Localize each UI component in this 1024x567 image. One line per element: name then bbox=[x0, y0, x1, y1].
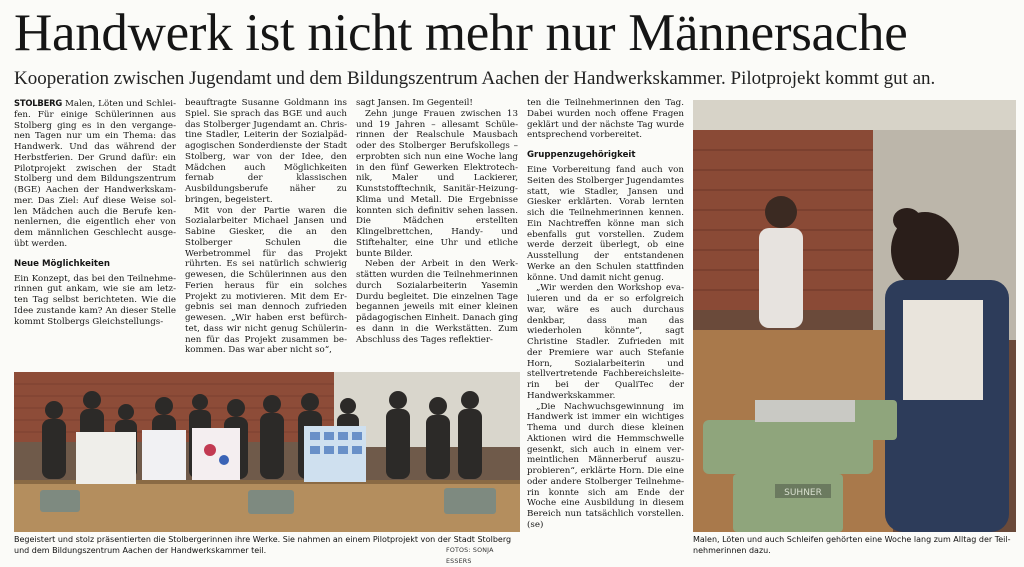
article-paragraph: Neben der Arbeit in den Werkstätten wurden die Teilnehmerinnen durch Sozialarbeiterin Yasemin Durdu begleitet. Die einzelnen Tage begannen jeweils mit einer kleinen pädagogischen Einheit. Danach ging es dann in die Werkstätten. Zum Abschluss des Tages reflektier- bbox=[356, 259, 518, 345]
article-paragraph: Ein Konzept, das bei den Teilnehmerinnen gut ankam, wie sie am letzten Tag selbst berichteten. Wie die Idee zustande kam? An dieser Stelle kommt Stolbergs Gleichstellungs- bbox=[14, 273, 176, 327]
article-paragraph: Mit von der Partie waren die Sozialarbeiter Michael Jansen und Sabine Giesker, die an den Stolberger Schulen die Werbetrommel für das Projekt rührten. Es sei natürlich schwierig gewesen, die Schülerinnen aus den Ferien heraus für ein solches Projekt zu motivieren. Mit dem Ergebnis sei man dennoch zufrieden gewesen. „Wir haben erst befürchtet, dass wir nicht genug Schülerinnen für das Projekt zusammen bekommen. Das war aber nicht so“, bbox=[185, 205, 347, 356]
workshop-photo bbox=[693, 100, 1016, 532]
article-paragraph bbox=[527, 402, 684, 531]
subheadline: Kooperation zwischen Jugendamt und dem Bildungszentrum Aachen der Handwerkskammer. Pilotprojekt kommt gut an. bbox=[14, 68, 936, 89]
caption-text: Begeistert und stolz präsentierten die Stolbergerinnen ihre Werke. Sie nahmen an einem Pilotprojekt von der Stadt Stolberg und dem Bildungszentrum Aachen der Handwerkskammer teil. bbox=[14, 535, 512, 555]
article-paragraph: Eine Vorbereitung fand auch von Seiten des Stolberger Jugendamtes statt, wie Stadler, Jansen und Giesker erklärten. Vorab lernten sich die Teilnehmerinnen kennen. Ein Nachtreffen könne man sich ebenfalls gut vorstellen. Zudem werde derzeit überlegt, ob eine Ausstellung der entstandenen Werke an den Schulen stattfinden könne. Und damit nicht genug. bbox=[527, 165, 684, 283]
paragraph-text: Malen, Löten und Schleifen. Für einige Schülerinnen aus Stolberg ging es in den vergangenen Tagen nur um ein Thema: das Handwerk. Und das während der Herbstferien. Der Grund dafür: ein Pilotprojekt zwischen der Stadt Stolberg und dem Bildungszentrum (BGE) Aachen der Handwerkskammer. Das Ziel: Auf diese Weise sollen Mädchen auch die Berufe kennenlernen, die eigentlich eher von dem männlichen Geschlecht ausgeübt werden. bbox=[14, 99, 176, 249]
article-paragraph: sagt Jansen. Im Gegenteil! bbox=[356, 98, 473, 108]
article-paragraph: Zehn junge Frauen zwischen 13 und 19 Jahren – allesamt Schülerinnen der Realschule Mausbach oder des Stolberger Berufskollegs – erprobten sich nun eine Woche lang in den fünf Gewerken Elektrotechnik, Maler und Lackierer, Kunststofftechnik, Sanitär-Heizung-Klima und Metall. Die Ergebnisse konnten sich definitiv sehen lassen. Die Mädchen erstellten Klingelbrettchen, Handy- und Stiftehalter, eine Uhr und etliche bunte Bilder. bbox=[356, 108, 518, 259]
group-photo bbox=[14, 372, 520, 532]
group-photo-caption bbox=[14, 535, 520, 565]
author-signature: (se) bbox=[527, 519, 544, 530]
article-column-4 bbox=[527, 98, 684, 531]
subheading: Gruppenzugehörigkeit bbox=[527, 150, 636, 160]
subheading: Neue Möglichkeiten bbox=[14, 258, 110, 269]
article-paragraph: beauftragte Susanne Goldmann ins Spiel. Sie sprach das BGE und auch das Stolberger Jugendamt an. Christine Stadler, Leiterin der Sozialpädagogischen Sonderdienste der Stadt Stolberg, war von der Idee, den Mädchen auch Möglichkeiten fernab der klassischen Ausbildungsberufe näher zu bringen, begeistert. bbox=[185, 98, 347, 205]
article-column-1 bbox=[14, 98, 176, 327]
workshop-photo-caption: Malen, Löten und auch Schleifen gehörten eine Woche lang zum Alltag der Teilnehmerinnen dazu. bbox=[693, 535, 1011, 555]
article-column-2 bbox=[185, 98, 347, 356]
headline: Handwerk ist nicht mehr nur Männersache bbox=[14, 4, 908, 62]
article-paragraph bbox=[14, 98, 176, 250]
paragraph-text: „Die Nachwuchsgewinnung im Handwerk ist immer ein wichtiges Thema und durch diese kleinen Aktionen wird die Hemmschwelle gesenkt, sich auch in einem vermeintlichen Männerberuf auszuprobieren“, erklärte Horn. Die eine oder andere Stolberger Teilnehmerin konnte sich am Ende der Woche eine Ausbildung in diesem Bereich nun tatsächlich vorstellen. bbox=[527, 401, 684, 519]
article-column-3 bbox=[356, 98, 518, 345]
photo-credit: FOTOS: SONJA ESSERS bbox=[446, 547, 494, 565]
article-paragraph: ten die Teilnehmerinnen den Tag. Dabei wurden noch offene Fragen geklärt und der nächste Tag wurde entsprechend vorbereitet. bbox=[527, 98, 684, 141]
article-paragraph: „Wir werden den Workshop evaluieren und da er so erfolgreich war, wäre es auch durchaus denkbar, dass man das wiederholen könnte“, sagt Christine Stadler. Zufrieden mit der Premiere war auch Stefanie Horn, Sozialarbeiterin und stellvertretende Fachbereichsleiterin bei der QualiTec der Handwerkskammer. bbox=[527, 283, 684, 401]
dateline: STOLBERG bbox=[14, 98, 63, 108]
vise-brand-label: SUHNER bbox=[784, 488, 822, 498]
